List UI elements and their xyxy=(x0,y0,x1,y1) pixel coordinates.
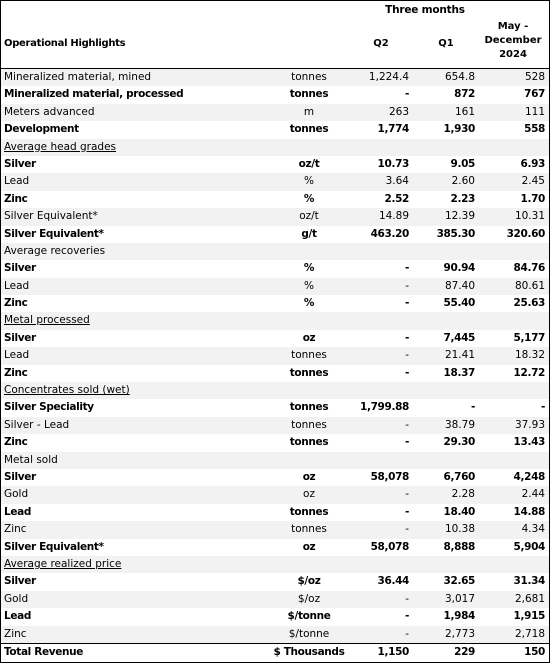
may-december-value: 31.34 xyxy=(513,575,545,588)
q1-value: 2,773 xyxy=(444,627,475,640)
unit-cell: oz xyxy=(302,331,316,344)
q2-value: - xyxy=(405,523,409,536)
q1-value: 10.38 xyxy=(444,523,475,536)
q1-value: 18.40 xyxy=(443,505,475,518)
row-label: Concentrates sold (wet) xyxy=(4,384,130,397)
unit-cell: $/tonne xyxy=(288,627,330,640)
table-row xyxy=(1,539,549,556)
column-header-q1: Q1 xyxy=(438,38,454,49)
may-december-value: 2,681 xyxy=(514,592,545,605)
row-label: Silver xyxy=(4,331,36,344)
table-row xyxy=(1,486,549,503)
row-label: Average head grades xyxy=(4,140,117,153)
row-label: Silver Equivalent* xyxy=(4,540,104,553)
q1-value: 8,888 xyxy=(443,540,475,553)
may-december-value: 5,904 xyxy=(513,540,545,553)
q1-value: - xyxy=(470,401,475,414)
unit-cell: % xyxy=(303,192,315,205)
row-label: Mineralized material, mined xyxy=(4,71,152,83)
q1-value: 18.37 xyxy=(443,366,475,379)
may-december-value: 320.60 xyxy=(506,227,545,240)
unit-cell: tonnes xyxy=(289,366,329,379)
table-row xyxy=(1,347,549,364)
unit-cell: tonnes xyxy=(289,123,329,136)
column-header-may-line1: May - xyxy=(497,21,529,32)
table-row xyxy=(1,434,549,451)
may-december-value: 4,248 xyxy=(513,470,545,483)
row-label: Total Revenue xyxy=(4,645,84,658)
may-december-value: 2,718 xyxy=(514,627,545,640)
unit-cell: tonnes xyxy=(291,418,327,431)
three-months-header: Three months xyxy=(385,4,465,16)
row-label: Silver Speciality xyxy=(4,401,94,414)
section-header xyxy=(1,382,549,399)
may-december-value: 2.44 xyxy=(521,488,545,501)
row-label: Zinc xyxy=(4,436,28,449)
column-header-may-line3: 2024 xyxy=(499,49,527,60)
q2-value: - xyxy=(404,262,409,275)
table-row xyxy=(1,591,549,608)
row-label: Zinc xyxy=(4,297,28,310)
table-row xyxy=(1,626,549,643)
q1-value: 161 xyxy=(454,105,475,118)
row-label: Silver Equivalent* xyxy=(4,227,104,240)
q2-value: - xyxy=(404,505,409,518)
unit-cell: $/tonne xyxy=(287,610,331,623)
row-label: Lead xyxy=(4,279,30,292)
table-body xyxy=(1,69,549,661)
column-header-q2: Q2 xyxy=(373,38,389,49)
row-label: Silver - Lead xyxy=(4,418,70,431)
table-row xyxy=(1,260,549,277)
q1-value: 90.94 xyxy=(443,262,475,275)
unit-cell: m xyxy=(303,105,315,118)
section-header xyxy=(1,139,549,156)
table-row xyxy=(1,469,549,486)
q2-value: - xyxy=(405,349,409,362)
row-label: Silver xyxy=(4,262,36,275)
q2-value: 58,078 xyxy=(370,470,409,483)
q1-value: 1,930 xyxy=(443,123,475,136)
may-december-value: 80.61 xyxy=(514,279,545,292)
may-december-value: 2.45 xyxy=(521,175,545,188)
unit-cell: tonnes xyxy=(289,436,329,449)
q1-value: 2.60 xyxy=(451,175,475,188)
unit-cell: tonnes xyxy=(289,505,329,518)
q2-value: - xyxy=(404,297,409,310)
table-row xyxy=(1,521,549,538)
unit-cell: $ Thousands xyxy=(273,645,345,658)
section-header xyxy=(1,556,549,573)
may-december-value: 1,915 xyxy=(513,610,545,623)
q2-value: 263 xyxy=(388,105,409,118)
may-december-value: 13.43 xyxy=(513,436,545,449)
row-label: Metal processed xyxy=(4,314,90,327)
unit-cell: oz xyxy=(302,540,316,553)
q1-value: 6,760 xyxy=(443,470,475,483)
column-header-may-line2: December xyxy=(484,35,542,46)
q1-value: 3,017 xyxy=(444,592,475,605)
row-label: Silver Equivalent* xyxy=(4,210,98,223)
q1-value: 229 xyxy=(454,645,475,658)
row-label: Zinc xyxy=(4,627,27,640)
q2-value: - xyxy=(405,592,409,605)
may-december-value: 6.93 xyxy=(520,157,545,170)
q2-value: - xyxy=(404,610,409,623)
unit-cell: % xyxy=(303,297,315,310)
row-label: Zinc xyxy=(4,192,28,205)
section-header xyxy=(1,243,549,260)
table-row xyxy=(1,191,549,208)
row-label: Silver xyxy=(4,575,36,588)
q2-value: - xyxy=(404,88,409,101)
unit-cell: $/oz xyxy=(297,592,321,605)
q1-value: 9.05 xyxy=(450,157,475,170)
row-label: Lead xyxy=(4,505,32,518)
table-row xyxy=(1,104,549,121)
row-label: Zinc xyxy=(4,523,27,536)
q2-value: 2.52 xyxy=(384,192,409,205)
table-row xyxy=(1,330,549,347)
unit-cell: tonnes xyxy=(291,349,327,362)
q2-value: 463.20 xyxy=(370,227,409,240)
table-row xyxy=(1,417,549,434)
table-row xyxy=(1,278,549,295)
row-label: Average realized price xyxy=(4,557,122,570)
table-row xyxy=(1,573,549,590)
q2-value: 10.73 xyxy=(377,157,409,170)
q2-value: 14.89 xyxy=(378,210,409,223)
may-december-value: 18.32 xyxy=(514,349,545,362)
q2-value: 1,224.4 xyxy=(368,71,409,83)
table-row xyxy=(1,208,549,225)
table-row xyxy=(1,399,549,416)
table-row xyxy=(1,69,549,86)
unit-cell: tonnes xyxy=(291,71,327,83)
q2-value: - xyxy=(405,418,409,431)
q2-value: - xyxy=(405,279,409,292)
q1-value: 872 xyxy=(454,88,475,101)
row-label: Silver xyxy=(4,470,36,483)
unit-cell: oz xyxy=(302,470,316,483)
q1-value: 2.28 xyxy=(451,488,475,501)
q2-value: 36.44 xyxy=(377,575,409,588)
q1-value: 21.41 xyxy=(444,349,475,362)
q2-value: 3.64 xyxy=(385,175,409,188)
q2-value: - xyxy=(404,331,409,344)
q1-value: 29.30 xyxy=(443,436,475,449)
table-header xyxy=(1,1,549,69)
row-label: Lead xyxy=(4,175,30,188)
table-title: Operational Highlights xyxy=(4,38,126,49)
q2-value: 1,799.88 xyxy=(359,401,409,414)
total-row xyxy=(1,643,549,661)
row-label: Lead xyxy=(4,349,30,362)
table-row xyxy=(1,226,549,243)
table-row xyxy=(1,608,549,625)
may-december-value: - xyxy=(540,401,545,414)
row-label: Metal sold xyxy=(4,453,58,466)
row-label: Gold xyxy=(4,488,29,501)
may-december-value: 10.31 xyxy=(514,210,545,223)
table-row xyxy=(1,121,549,138)
row-label: Silver xyxy=(4,157,36,170)
unit-cell: $/oz xyxy=(297,575,321,588)
may-december-value: 12.72 xyxy=(513,366,545,379)
row-label: Average recoveries xyxy=(4,244,106,257)
table-row xyxy=(1,173,549,190)
may-december-value: 150 xyxy=(524,645,545,658)
may-december-value: 558 xyxy=(524,123,545,136)
may-december-value: 528 xyxy=(524,71,545,83)
q1-value: 38.79 xyxy=(444,418,475,431)
q2-value: - xyxy=(405,488,409,501)
may-december-value: 5,177 xyxy=(513,331,545,344)
q1-value: 2.23 xyxy=(450,192,475,205)
table-row xyxy=(1,504,549,521)
q1-value: 7,445 xyxy=(443,331,475,344)
row-label: Zinc xyxy=(4,366,28,379)
q2-value: - xyxy=(404,436,409,449)
q2-value: - xyxy=(404,366,409,379)
may-december-value: 84.76 xyxy=(513,262,545,275)
q2-value: 1,150 xyxy=(377,645,409,658)
section-header xyxy=(1,312,549,329)
q2-value: 58,078 xyxy=(370,540,409,553)
table-row xyxy=(1,365,549,382)
q1-value: 55.40 xyxy=(443,297,475,310)
unit-cell: % xyxy=(304,175,314,188)
may-december-value: 25.63 xyxy=(513,297,545,310)
q1-value: 385.30 xyxy=(436,227,475,240)
row-label: Lead xyxy=(4,610,32,623)
q1-value: 87.40 xyxy=(444,279,475,292)
unit-cell: % xyxy=(304,279,314,292)
column-header-may-december xyxy=(479,20,547,62)
may-december-value: 14.88 xyxy=(513,505,545,518)
row-label: Gold xyxy=(4,592,29,605)
unit-cell: % xyxy=(303,262,315,275)
may-december-value: 4.34 xyxy=(521,523,545,536)
q1-value: 12.39 xyxy=(444,210,475,223)
may-december-value: 1.70 xyxy=(520,192,545,205)
unit-cell: oz/t xyxy=(299,210,319,223)
q1-value: 654.8 xyxy=(444,71,475,83)
row-label: Development xyxy=(4,123,79,136)
q1-value: 1,984 xyxy=(443,610,475,623)
table-row xyxy=(1,86,549,103)
q1-value: 32.65 xyxy=(443,575,475,588)
row-label: Mineralized material, processed xyxy=(4,88,184,101)
q2-value: 1,774 xyxy=(377,123,409,136)
unit-cell: oz xyxy=(303,488,315,501)
section-header xyxy=(1,452,549,469)
may-december-value: 37.93 xyxy=(514,418,545,431)
row-label: Meters advanced xyxy=(4,105,95,118)
q2-value: - xyxy=(405,627,409,640)
unit-cell: g/t xyxy=(301,227,317,240)
table-row xyxy=(1,156,549,173)
unit-cell: tonnes xyxy=(291,523,327,536)
unit-cell: oz/t xyxy=(298,157,320,170)
may-december-value: 111 xyxy=(524,105,545,118)
unit-cell: tonnes xyxy=(289,88,329,101)
table-row xyxy=(1,295,549,312)
may-december-value: 767 xyxy=(524,88,545,101)
unit-cell: tonnes xyxy=(289,401,329,414)
